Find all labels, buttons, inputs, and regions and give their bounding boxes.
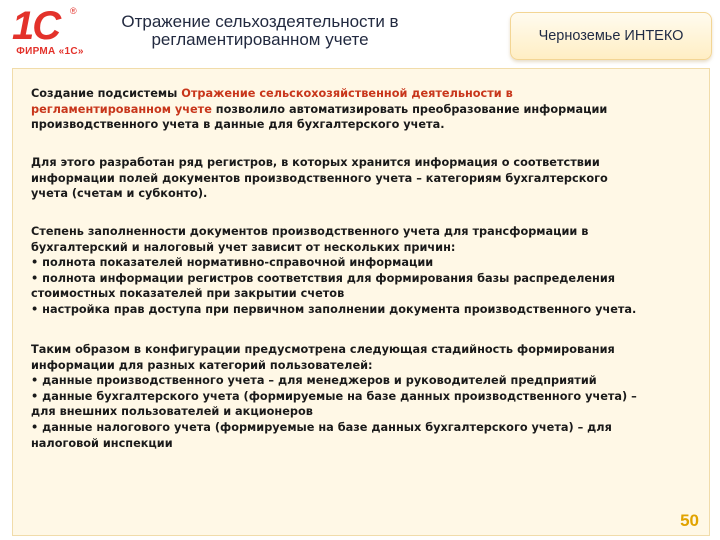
paragraph-registers xyxy=(31,155,683,202)
p1-prefix: Создание подсистемы xyxy=(31,87,182,100)
p3-bullet: • полнота показателей нормативно-справочной информации xyxy=(31,256,434,270)
p3-bullet: • настройка прав доступа при первичном заполнении документа производственного учета. xyxy=(31,302,637,316)
p4-bullet: • данные производственного учета – для менеджеров и руководителей предприятий xyxy=(31,374,597,388)
p4-bullet: • данные налогового учета (формируемые на базе данных бухгалтерского учета) – для xyxy=(31,420,612,434)
title-line-1: Отражение сельхоздеятельности в xyxy=(121,12,399,31)
slide-title xyxy=(100,13,420,49)
p1-line-3: производственного учета в данные для бухгалтерского учета. xyxy=(31,118,445,132)
registered-mark: ® xyxy=(70,6,77,16)
p4-bullet: • данные бухгалтерского учета (формируемые на базе данных производственного учета) – xyxy=(31,389,637,403)
title-line-2: регламентированном учете xyxy=(151,30,369,49)
p2-line: учета (счетам и субконто). xyxy=(31,187,208,201)
p3-bullet: • полнота информации регистров соответствия для формирования базы распределения xyxy=(31,271,615,285)
p1-suffix: позволило автоматизировать преобразование информации xyxy=(211,102,608,116)
p2-line: Для этого разработан ряд регистров, в которых хранится информация о соответствии xyxy=(31,156,600,169)
paragraph-stages xyxy=(31,342,683,451)
p1-line-1 xyxy=(31,86,683,102)
company-name: Черноземье ИНТЕКО xyxy=(538,28,684,44)
company-logo xyxy=(8,6,92,58)
p1-highlight-1: Отражение сельскохозяйственной деятельности в xyxy=(181,87,513,100)
p3-line: Степень заполненности документов производственного учета для трансформации в xyxy=(31,225,589,238)
p3-line: бухгалтерский и налоговый учет зависит от нескольких причин: xyxy=(31,240,456,254)
p2-line: информации полей документов производственного учета – категориям бухгалтерского xyxy=(31,171,608,185)
p1-line-2 xyxy=(31,102,683,118)
logo-caption: ФИРМА «1С» xyxy=(16,46,84,57)
p1-highlight-2: регламентированном учете xyxy=(31,102,212,116)
paragraph-subsystem xyxy=(31,86,683,133)
content-panel xyxy=(12,68,710,536)
logo-brand-mark: 1С xyxy=(12,4,60,48)
p4-line: налоговой инспекции xyxy=(31,436,173,450)
p4-line: для внешних пользователей и акционеров xyxy=(31,405,313,419)
page-number: 50 xyxy=(680,511,699,530)
paragraph-completeness xyxy=(31,224,683,318)
p4-line: информации для разных категорий пользователей: xyxy=(31,358,373,372)
p3-line: стоимостных показателей при закрытии счетов xyxy=(31,287,345,301)
p4-line: Таким образом в конфигурации предусмотрена следующая стадийность формирования xyxy=(31,343,615,356)
company-badge xyxy=(510,12,712,60)
